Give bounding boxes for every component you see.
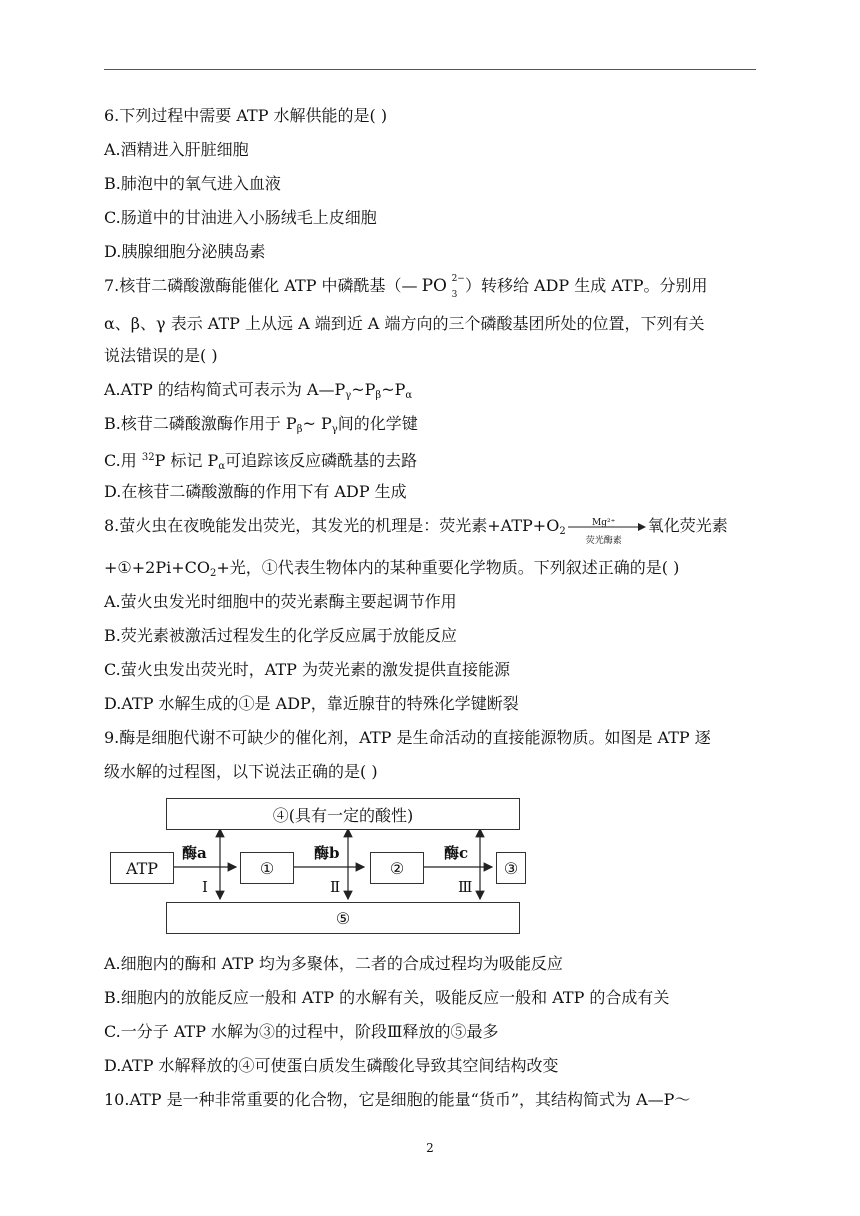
product-2-box: ② [370,852,424,884]
q8-option-d: D.ATP 水解生成的①是 ADP，靠近腺苷的特殊化学键断裂 [104,694,519,713]
stage-2-label: Ⅱ [330,878,341,896]
o2-subscript: 2 [559,526,566,537]
q6-option-a: A.酒精进入肝脏细胞 [104,140,249,159]
arrow-bottom-label: 荧光酶素 [585,535,622,546]
q7b-text: B.核苷二磷酸激酶作用于 P [104,414,297,433]
q7a-mid2: ~P [381,380,406,399]
product-5-box: ⑤ [166,902,520,934]
reaction-arrow [568,517,646,546]
q7a-text: A.ATP 的结构简式可表示为 A—P [104,380,346,399]
product-4-box: ④(具有一定的酸性) [166,798,520,830]
product-3-box: ③ [496,852,526,884]
q8-stem-line2 [104,558,679,584]
q7c-sub: α [218,461,226,472]
co2-subscript: 2 [209,568,217,579]
q6-option-d: D.胰腺细胞分泌胰岛素 [104,242,266,261]
q9-option-c: C.一分子 ATP 水解为③的过程中，阶段Ⅲ释放的⑤最多 [104,1022,499,1041]
q6-stem: 6.下列过程中需要 ATP 水解供能的是( ) [104,106,388,125]
enzyme-c-label: 酶c [444,844,469,862]
q7-option-d: D.在核苷二磷酸激酶的作用下有 ADP 生成 [104,482,407,501]
q9-stem-line2: 级水解的过程图，以下说法正确的是( ) [104,762,378,781]
q7-stem-part1: 7.核苷二磷酸激酶能催化 ATP 中磷酰基（— [104,276,418,295]
page-number: 2 [426,1141,434,1155]
po-charge: 2− [451,274,465,284]
q8-option-a: A.萤火虫发光时细胞中的荧光素酶主要起调节作用 [104,592,457,611]
q9-option-a: A.细胞内的酶和 ATP 均为多聚体，二者的合成过程均为吸能反应 [104,954,563,973]
q6-option-c: C.肠道中的甘油进入小肠绒毛上皮细胞 [104,208,377,227]
q8-line2-part1: +①+2Pi+CO [104,558,210,577]
arrow-top-label: Mg²⁺ [592,517,616,528]
product-1-box: ① [240,852,294,884]
stage-3-label: Ⅲ [458,878,473,896]
po-text: PO [421,276,447,296]
q7-option-c [104,448,417,477]
q7-stem-part2: ）转移给 ADP 生成 ATP。分别用 [464,276,708,295]
q7c-sup: 32 [141,452,155,463]
q8-stem-line1 [104,516,728,546]
q7-option-a [104,380,412,406]
q7-stem-line1 [104,274,708,300]
atp-box: ATP [110,852,174,884]
q7b-sub1: β [296,424,303,435]
q7b-sub2: γ [331,424,338,435]
arrow-icon [568,523,646,531]
q7a-sub1: γ [345,390,352,401]
q8-line2-part2: +光，①代表生物体内的某种重要化学物质。下列叙述正确的是( ) [216,558,680,577]
q7a-mid1: ~P [351,380,376,399]
q9-option-d: D.ATP 水解释放的④可使蛋白质发生磷酸化导致其空间结构改变 [104,1056,559,1075]
atp-hydrolysis-diagram [108,796,528,936]
enzyme-b-label: 酶b [314,844,340,862]
q8-stem-part1: 8.萤火虫在夜晚能发出荧光，其发光的机理是：荧光素+ATP+O [104,516,560,535]
q7-stem-line2: α、β、γ 表示 ATP 上从远 A 端到近 A 端方向的三个磷酸基团所处的位置，下列有关 [104,314,705,333]
q7a-sub3: α [405,390,413,401]
stage-1-label: Ⅰ [202,878,208,896]
header-rule [104,69,756,70]
q9-option-b: B.细胞内的放能反应一般和 ATP 的水解有关，吸能反应一般和 ATP 的合成有关 [104,988,670,1007]
q7b-suffix: 间的化学键 [337,414,418,433]
q7c-mid: P 标记 P [154,451,219,470]
q8-option-c: C.萤火虫发出荧光时，ATP 为荧光素的激发提供直接能源 [104,660,510,679]
q7a-sub2: β [375,390,382,401]
q9-stem-line1: 9.酶是细胞代谢不可缺少的催化剂，ATP 是生命活动的直接能源物质。如图是 ATP 逐 [104,728,711,747]
q7b-mid: ~ P [302,414,332,433]
enzyme-a-label: 酶a [182,844,207,862]
q6-option-b: B.肺泡中的氧气进入血液 [104,174,281,193]
q8-stem-part2: 氧化荧光素 [647,516,728,535]
q8-option-b: B.荧光素被激活过程发生的化学反应属于放能反应 [104,626,457,645]
q7c-text: C.用 [104,451,142,470]
q7-option-b [104,414,418,440]
phosphoryl-formula [421,274,465,300]
q7-stem-line3: 说法错误的是( ) [104,346,218,365]
po-subscript: 3 [451,290,458,300]
q10-stem-line1: 10.ATP 是一种非常重要的化合物，它是细胞的能量“货币”，其结构简式为 A—P～ [104,1090,691,1109]
q7c-suffix: 可追踪该反应磷酰基的去路 [225,451,418,470]
